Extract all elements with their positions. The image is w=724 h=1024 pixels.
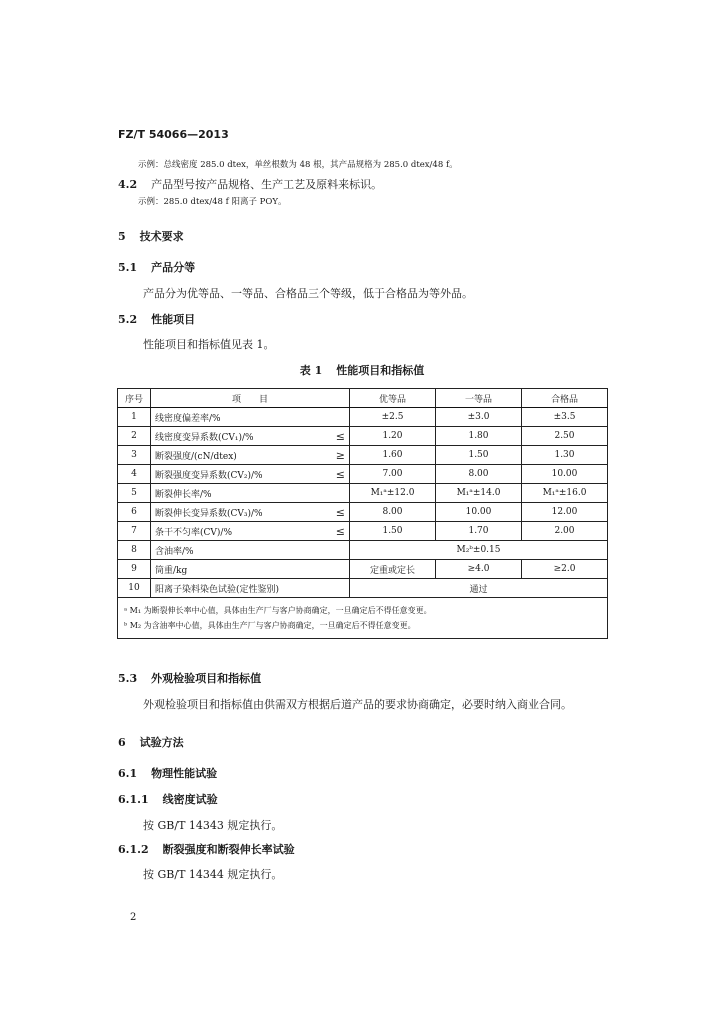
cell-grade-first: 8.00 bbox=[436, 465, 522, 484]
clause-5-2-heading bbox=[118, 311, 195, 327]
cell-grade-first: 1.80 bbox=[436, 427, 522, 446]
cell-item bbox=[151, 484, 350, 503]
table-number: 表 1 bbox=[299, 364, 323, 377]
clause-text: 产品型号按产品规格、生产工艺及原料来标识。 bbox=[151, 178, 383, 191]
standard-code: FZ/T 54066—2013 bbox=[118, 128, 229, 141]
header-grade-first: 一等品 bbox=[436, 389, 522, 408]
table-header-row bbox=[118, 389, 608, 408]
clause-6-1-2-heading bbox=[118, 841, 295, 857]
clause-4-2 bbox=[118, 176, 382, 192]
clause-5-2-text: 性能项目和指标值见表 1。 bbox=[143, 338, 275, 351]
cell-grade-qualified: 10.00 bbox=[522, 465, 608, 484]
clause-5-3-heading bbox=[118, 670, 261, 686]
note-a: ᵃ M₁ 为断裂伸长率中心值，具体由生产厂与客户协商确定，一旦确定后不得任意变更。 bbox=[124, 606, 432, 615]
cell-all-grades: M₂ᵇ±0.15 bbox=[350, 541, 608, 560]
table-row bbox=[118, 522, 608, 541]
cell-grade-premium: 1.20 bbox=[350, 427, 436, 446]
clause-title: 断裂强度和断裂伸长率试验 bbox=[162, 843, 295, 856]
cell-grade-qualified: M₁ᵃ±16.0 bbox=[522, 484, 608, 503]
cell-no: 5 bbox=[118, 484, 151, 503]
table-notes-row bbox=[118, 598, 608, 639]
table-row bbox=[118, 484, 608, 503]
item-label: 断裂伸长率/% bbox=[155, 489, 212, 500]
cell-no: 7 bbox=[118, 522, 151, 541]
table-row bbox=[118, 579, 608, 598]
section-title: 技术要求 bbox=[139, 230, 184, 243]
clause-number: 5.1 bbox=[118, 261, 138, 274]
section-number: 6 bbox=[118, 736, 126, 749]
clause-title: 线密度试验 bbox=[162, 793, 218, 806]
cell-no: 9 bbox=[118, 560, 151, 579]
clause-5-3-text: 外观检验项目和指标值由供需双方根据后道产品的要求协商确定，必要时纳入商业合同。 bbox=[143, 698, 572, 711]
clause-6-1-1-text: 按 GB/T 14343 规定执行。 bbox=[143, 819, 283, 832]
item-symbol: ≤ bbox=[335, 467, 345, 481]
cell-no: 4 bbox=[118, 465, 151, 484]
clause-number: 5.3 bbox=[118, 672, 138, 685]
cell-grade-premium: 8.00 bbox=[350, 503, 436, 522]
cell-grade-premium: 7.00 bbox=[350, 465, 436, 484]
cell-all-grades: 通过 bbox=[350, 579, 608, 598]
cell-no: 3 bbox=[118, 446, 151, 465]
clause-6-1-1-heading bbox=[118, 791, 218, 807]
cell-item bbox=[151, 427, 350, 446]
cell-item bbox=[151, 522, 350, 541]
section-5-heading bbox=[118, 228, 184, 244]
cell-grade-first: 1.70 bbox=[436, 522, 522, 541]
clause-6-1-2-text: 按 GB/T 14344 规定执行。 bbox=[143, 868, 283, 881]
table-row bbox=[118, 408, 608, 427]
section-number: 5 bbox=[118, 230, 126, 243]
cell-item bbox=[151, 465, 350, 484]
cell-item bbox=[151, 446, 350, 465]
item-label: 断裂伸长变异系数(CV₃)/% bbox=[155, 508, 263, 519]
example-model: 示例：285.0 dtex/48 f 阳离子 POY。 bbox=[138, 197, 287, 207]
table-row bbox=[118, 465, 608, 484]
clause-number: 6.1.1 bbox=[118, 793, 149, 806]
item-label: 断裂强度/(cN/dtex) bbox=[155, 451, 237, 462]
cell-item bbox=[151, 503, 350, 522]
item-label: 断裂强度变异系数(CV₂)/% bbox=[155, 470, 263, 481]
cell-no: 10 bbox=[118, 579, 151, 598]
clause-5-1-heading bbox=[118, 259, 195, 275]
cell-grade-qualified: 2.50 bbox=[522, 427, 608, 446]
table-row bbox=[118, 541, 608, 560]
section-6-heading bbox=[118, 734, 184, 750]
clause-number: 5.2 bbox=[118, 313, 138, 326]
cell-grade-premium: M₁ᵃ±12.0 bbox=[350, 484, 436, 503]
cell-item: 筒重/kg bbox=[151, 560, 350, 579]
cell-grade-premium: 1.60 bbox=[350, 446, 436, 465]
table-caption bbox=[0, 362, 724, 378]
table-row bbox=[118, 560, 608, 579]
cell-item: 阳离子染料染色试验(定性鉴别) bbox=[151, 579, 350, 598]
clause-number: 6.1 bbox=[118, 767, 138, 780]
cell-grade-qualified: 1.30 bbox=[522, 446, 608, 465]
example-spec: 示例：总线密度 285.0 dtex，单丝根数为 48 根，其产品规格为 285.0 dtex/48 f。 bbox=[138, 160, 458, 170]
item-symbol: ≤ bbox=[335, 505, 345, 519]
performance-table bbox=[117, 388, 608, 639]
cell-grade-first: ±3.0 bbox=[436, 408, 522, 427]
cell-grade-first: ≥4.0 bbox=[436, 560, 522, 579]
table-row bbox=[118, 427, 608, 446]
clause-5-1-text: 产品分为优等品、一等品、合格品三个等级，低于合格品为等外品。 bbox=[143, 287, 473, 300]
section-title: 试验方法 bbox=[139, 736, 184, 749]
cell-grade-premium: 定重或定长 bbox=[350, 560, 436, 579]
clause-title: 外观检验项目和指标值 bbox=[151, 672, 262, 685]
cell-no: 8 bbox=[118, 541, 151, 560]
cell-grade-first: M₁ᵃ±14.0 bbox=[436, 484, 522, 503]
table-notes bbox=[118, 598, 608, 639]
table-caption-title: 性能项目和指标值 bbox=[336, 364, 425, 377]
item-label: 条干不匀率(CV)/% bbox=[155, 527, 232, 538]
cell-grade-premium: ±2.5 bbox=[350, 408, 436, 427]
clause-number: 4.2 bbox=[118, 178, 138, 191]
header-grade-premium: 优等品 bbox=[350, 389, 436, 408]
cell-grade-first: 1.50 bbox=[436, 446, 522, 465]
item-symbol: ≤ bbox=[335, 524, 345, 538]
cell-grade-premium: 1.50 bbox=[350, 522, 436, 541]
cell-grade-qualified: ≥2.0 bbox=[522, 560, 608, 579]
cell-no: 2 bbox=[118, 427, 151, 446]
cell-grade-qualified: ±3.5 bbox=[522, 408, 608, 427]
page-number: 2 bbox=[130, 912, 137, 923]
header-no: 序号 bbox=[118, 389, 151, 408]
cell-item: 含油率/% bbox=[151, 541, 350, 560]
table-row bbox=[118, 503, 608, 522]
cell-item bbox=[151, 408, 350, 427]
item-label: 线密度偏差率/% bbox=[155, 413, 221, 424]
clause-title: 性能项目 bbox=[151, 313, 196, 326]
cell-grade-qualified: 12.00 bbox=[522, 503, 608, 522]
cell-no: 6 bbox=[118, 503, 151, 522]
table-row bbox=[118, 446, 608, 465]
header-grade-qualified: 合格品 bbox=[522, 389, 608, 408]
item-symbol: ≥ bbox=[335, 448, 345, 462]
cell-no: 1 bbox=[118, 408, 151, 427]
item-symbol: ≤ bbox=[335, 429, 345, 443]
clause-title: 物理性能试验 bbox=[151, 767, 218, 780]
clause-title: 产品分等 bbox=[151, 261, 196, 274]
cell-grade-qualified: 2.00 bbox=[522, 522, 608, 541]
item-label: 线密度变异系数(CV₁)/% bbox=[155, 432, 254, 443]
clause-number: 6.1.2 bbox=[118, 843, 149, 856]
clause-6-1-heading bbox=[118, 765, 217, 781]
cell-grade-first: 10.00 bbox=[436, 503, 522, 522]
note-b: ᵇ M₂ 为含油率中心值，具体由生产厂与客户协商确定，一旦确定后不得任意变更。 bbox=[124, 621, 416, 630]
header-item: 项 目 bbox=[151, 389, 350, 408]
